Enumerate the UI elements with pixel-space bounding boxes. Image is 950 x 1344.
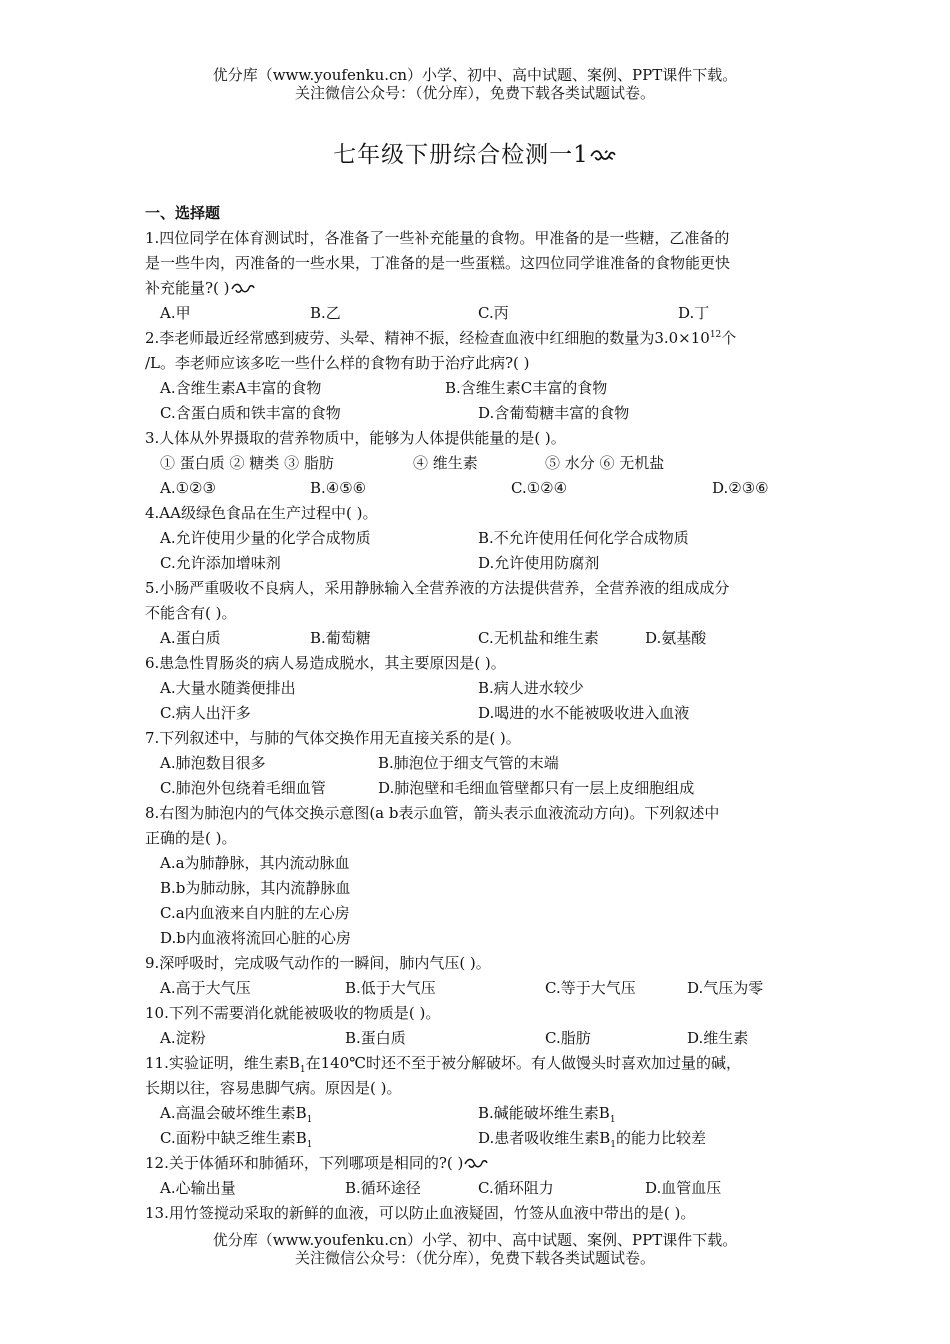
q4-options-row-1 xyxy=(145,526,810,551)
q11-option-d-sub: 1 xyxy=(610,1140,617,1150)
q4-options-row-2 xyxy=(145,551,810,576)
q7-options-row-1 xyxy=(145,751,810,776)
q1-stem-line-1: 1.四位同学在体育测试时，各准备了一些补充能量的食物。甲准备的是一些糖，乙准备的 xyxy=(145,229,730,247)
q9-options xyxy=(145,976,810,1001)
q11-subscript: 1 xyxy=(299,1065,306,1075)
q6-stem: 6.患急性胃肠炎的病人易造成脱水，其主要原因是( )。 xyxy=(145,654,506,672)
q2-option-d[interactable]: D.含葡萄糖丰富的食物 xyxy=(478,404,630,422)
q1-option-b[interactable]: B.乙 xyxy=(310,304,341,322)
page-title xyxy=(0,136,950,169)
q11-option-b-text: B.碱能破坏维生素B xyxy=(478,1104,610,1122)
q2-options-row-2 xyxy=(145,401,810,426)
q3-options xyxy=(145,476,810,501)
q5-options xyxy=(145,626,810,651)
q12-stem xyxy=(145,1151,810,1176)
q7-option-d[interactable]: D.肺泡壁和毛细血管壁都只有一层上皮细胞组成 xyxy=(378,779,695,797)
q11-stem-line-2: 长期以往，容易患脚气病。原因是( )。 xyxy=(145,1079,402,1097)
q11-option-a[interactable] xyxy=(160,1101,312,1126)
q2-options-row-1 xyxy=(145,376,810,401)
footer-line-1: 优分库（www.youfenku.cn）小学、初中、高中试题、案例、PPT课件下载。 xyxy=(212,1231,738,1249)
q10-options xyxy=(145,1026,810,1051)
footer-line-2: 关注微信公众号：（优分库），免费下载各类试题试卷。 xyxy=(294,1249,655,1267)
decorative-squiggle-icon xyxy=(463,1156,489,1170)
q2-option-b[interactable]: B.含维生素C丰富的食物 xyxy=(445,379,608,397)
q1-options xyxy=(145,301,810,326)
q12-stem-text: 12.关于体循环和肺循环，下列哪项是相同的?( ) xyxy=(145,1154,464,1172)
section-heading: 一、选择题 xyxy=(145,204,221,222)
q7-option-a[interactable]: A.肺泡数目很多 xyxy=(160,754,266,772)
q12-option-b[interactable]: B.循环途径 xyxy=(345,1179,421,1197)
q8-option-b[interactable]: B.b为肺动脉，其内流静脉血 xyxy=(160,879,351,897)
q1-option-a[interactable]: A.甲 xyxy=(160,304,191,322)
q9-option-d[interactable]: D.气压为零 xyxy=(687,979,764,997)
q3-option-d[interactable]: D.②③⑥ xyxy=(712,479,769,497)
q7-option-b[interactable]: B.肺泡位于细支气管的末端 xyxy=(378,754,559,772)
header-line-2: 关注微信公众号：（优分库），免费下载各类试题试卷。 xyxy=(294,84,655,102)
q11-option-c-text: C.面粉中缺乏维生素B xyxy=(160,1129,307,1147)
q5-option-a[interactable]: A.蛋白质 xyxy=(160,629,221,647)
q6-option-b[interactable]: B.病人进水较少 xyxy=(478,679,584,697)
q3-stem: 3.人体从外界摄取的营养物质中，能够为人体提供能量的是( )。 xyxy=(145,429,566,447)
q11-stem-text-a: 11.实验证明，维生素B xyxy=(145,1054,300,1072)
q6-option-d[interactable]: D.喝进的水不能被吸收进入血液 xyxy=(478,704,690,722)
q3-items-a: ① 蛋白质 ② 糖类 ③ 脂肪 xyxy=(160,454,334,472)
q4-option-c[interactable]: C.允许添加增味剂 xyxy=(160,554,281,572)
decorative-squiggle-icon xyxy=(230,281,256,295)
q8-option-a[interactable]: A.a为肺静脉，其内流动脉血 xyxy=(160,854,350,872)
q11-option-a-text: A.高温会破坏维生素B xyxy=(160,1104,307,1122)
q5-stem-line-1: 5.小肠严重吸收不良病人，采用静脉输入全营养液的方法提供营养，全营养液的组成成分 xyxy=(145,579,730,597)
q11-option-c[interactable] xyxy=(160,1126,312,1151)
q7-stem: 7.下列叙述中，与肺的气体交换作用无直接关系的是( )。 xyxy=(145,729,521,747)
q8-stem-line-2: 正确的是( )。 xyxy=(145,829,237,847)
q5-option-b[interactable]: B.葡萄糖 xyxy=(310,629,371,647)
q11-option-d-text-2: 的能力比较差 xyxy=(616,1129,707,1147)
q8-stem-line-1: 8.右图为肺泡内的气体交换示意图(a b表示血管，箭头表示血液流动方向)。下列叙述中 xyxy=(145,804,720,822)
q6-options-row-2 xyxy=(145,701,810,726)
q4-option-d[interactable]: D.允许使用防腐剂 xyxy=(478,554,600,572)
q12-option-a[interactable]: A.心输出量 xyxy=(160,1179,236,1197)
q1-option-c[interactable]: C.丙 xyxy=(478,304,509,322)
q12-option-d[interactable]: D.血管血压 xyxy=(645,1179,722,1197)
q1-stem-line-3 xyxy=(145,276,810,301)
q3-option-a[interactable]: A.①②③ xyxy=(160,479,216,497)
q10-option-b[interactable]: B.蛋白质 xyxy=(345,1029,406,1047)
q9-option-c[interactable]: C.等于大气压 xyxy=(545,979,636,997)
q11-option-b[interactable] xyxy=(478,1101,616,1126)
q11-option-b-sub: 1 xyxy=(609,1115,616,1125)
q11-options-row-1 xyxy=(145,1101,810,1126)
q5-option-c[interactable]: C.无机盐和维生素 xyxy=(478,629,599,647)
q3-option-b[interactable]: B.④⑤⑥ xyxy=(310,479,367,497)
q7-option-c[interactable]: C.肺泡外包绕着毛细血管 xyxy=(160,779,326,797)
q9-option-a[interactable]: A.高于大气压 xyxy=(160,979,251,997)
q1-stem-line-2: 是一些牛肉，丙准备的一些水果，丁准备的是一些蛋糕。这四位同学谁准备的食物能更快 xyxy=(145,254,731,272)
q11-options-row-2 xyxy=(145,1126,810,1151)
q4-option-a[interactable]: A.允许使用少量的化学合成物质 xyxy=(160,529,371,547)
decorative-squiggle-icon xyxy=(589,147,617,163)
q5-option-d[interactable]: D.氨基酸 xyxy=(645,629,707,647)
q3-items xyxy=(145,451,810,476)
q9-stem: 9.深呼吸时，完成吸气动作的一瞬间，肺内气压( )。 xyxy=(145,954,491,972)
q11-option-d-text: D.患者吸收维生素B xyxy=(478,1129,611,1147)
q10-option-a[interactable]: A.淀粉 xyxy=(160,1029,206,1047)
q4-stem: 4.AA级绿色食品在生产过程中( )。 xyxy=(145,504,378,522)
q6-option-a[interactable]: A.大量水随粪便排出 xyxy=(160,679,296,697)
q11-option-c-sub: 1 xyxy=(306,1140,313,1150)
q11-option-a-sub: 1 xyxy=(306,1115,313,1125)
q1-option-d[interactable]: D.丁 xyxy=(678,304,710,322)
q2-stem-line-2: /L。李老师应该多吃一些什么样的食物有助于治疗此病?( ) xyxy=(145,354,530,372)
q2-exponent: 12 xyxy=(709,330,722,340)
q9-option-b[interactable]: B.低于大气压 xyxy=(345,979,436,997)
q12-option-c[interactable]: C.循环阻力 xyxy=(478,1179,554,1197)
q2-stem-text: 2.李老师最近经常感到疲劳、头晕、精神不振，经检查血液中红细胞的数量为3.0×10 xyxy=(145,329,710,347)
q2-option-a[interactable]: A.含维生素A丰富的食物 xyxy=(160,379,322,397)
q3-items-c: ⑤ 水分 ⑥ 无机盐 xyxy=(545,454,665,472)
q10-option-c[interactable]: C.脂肪 xyxy=(545,1029,591,1047)
page-header xyxy=(0,66,950,102)
q3-items-b: ④ 维生素 xyxy=(413,454,478,472)
q1-stem-text: 补充能量?( ) xyxy=(145,279,230,297)
q4-option-b[interactable]: B.不允许使用任何化学合成物质 xyxy=(478,529,689,547)
q6-option-c[interactable]: C.病人出汗多 xyxy=(160,704,251,722)
q11-stem-line-1 xyxy=(145,1051,810,1076)
q5-stem-line-2: 不能含有( )。 xyxy=(145,604,237,622)
q2-option-c[interactable]: C.含蛋白质和铁丰富的食物 xyxy=(160,404,341,422)
q11-stem-text-b: 在140℃时还不至于被分解破坏。有人做馒头时喜欢加过量的碱， xyxy=(305,1054,742,1072)
q11-option-d[interactable] xyxy=(478,1126,706,1151)
q2-unit: 个 xyxy=(721,329,737,347)
title-text: 七年级下册综合检测一1 xyxy=(333,142,589,168)
q7-options-row-2 xyxy=(145,776,810,801)
q3-option-c[interactable]: C.①②④ xyxy=(511,479,568,497)
q10-stem: 10.下列不需要消化就能被吸收的物质是( )。 xyxy=(145,1004,441,1022)
q10-option-d[interactable]: D.维生素 xyxy=(687,1029,749,1047)
page-footer xyxy=(0,1231,950,1267)
q2-stem-line-1 xyxy=(145,326,810,351)
q12-options xyxy=(145,1176,810,1201)
q6-options-row-1 xyxy=(145,676,810,701)
q13-stem: 13.用竹签搅动采取的新鲜的血液，可以防止血液疑固，竹签从血液中带出的是( )。 xyxy=(145,1204,696,1222)
question-list xyxy=(145,201,810,1226)
q8-option-c[interactable]: C.a内血液来自内脏的左心房 xyxy=(160,904,350,922)
header-line-1: 优分库（www.youfenku.cn）小学、初中、高中试题、案例、PPT课件下载。 xyxy=(212,66,738,84)
q8-option-d[interactable]: D.b内血液将流回心脏的心房 xyxy=(160,929,351,947)
